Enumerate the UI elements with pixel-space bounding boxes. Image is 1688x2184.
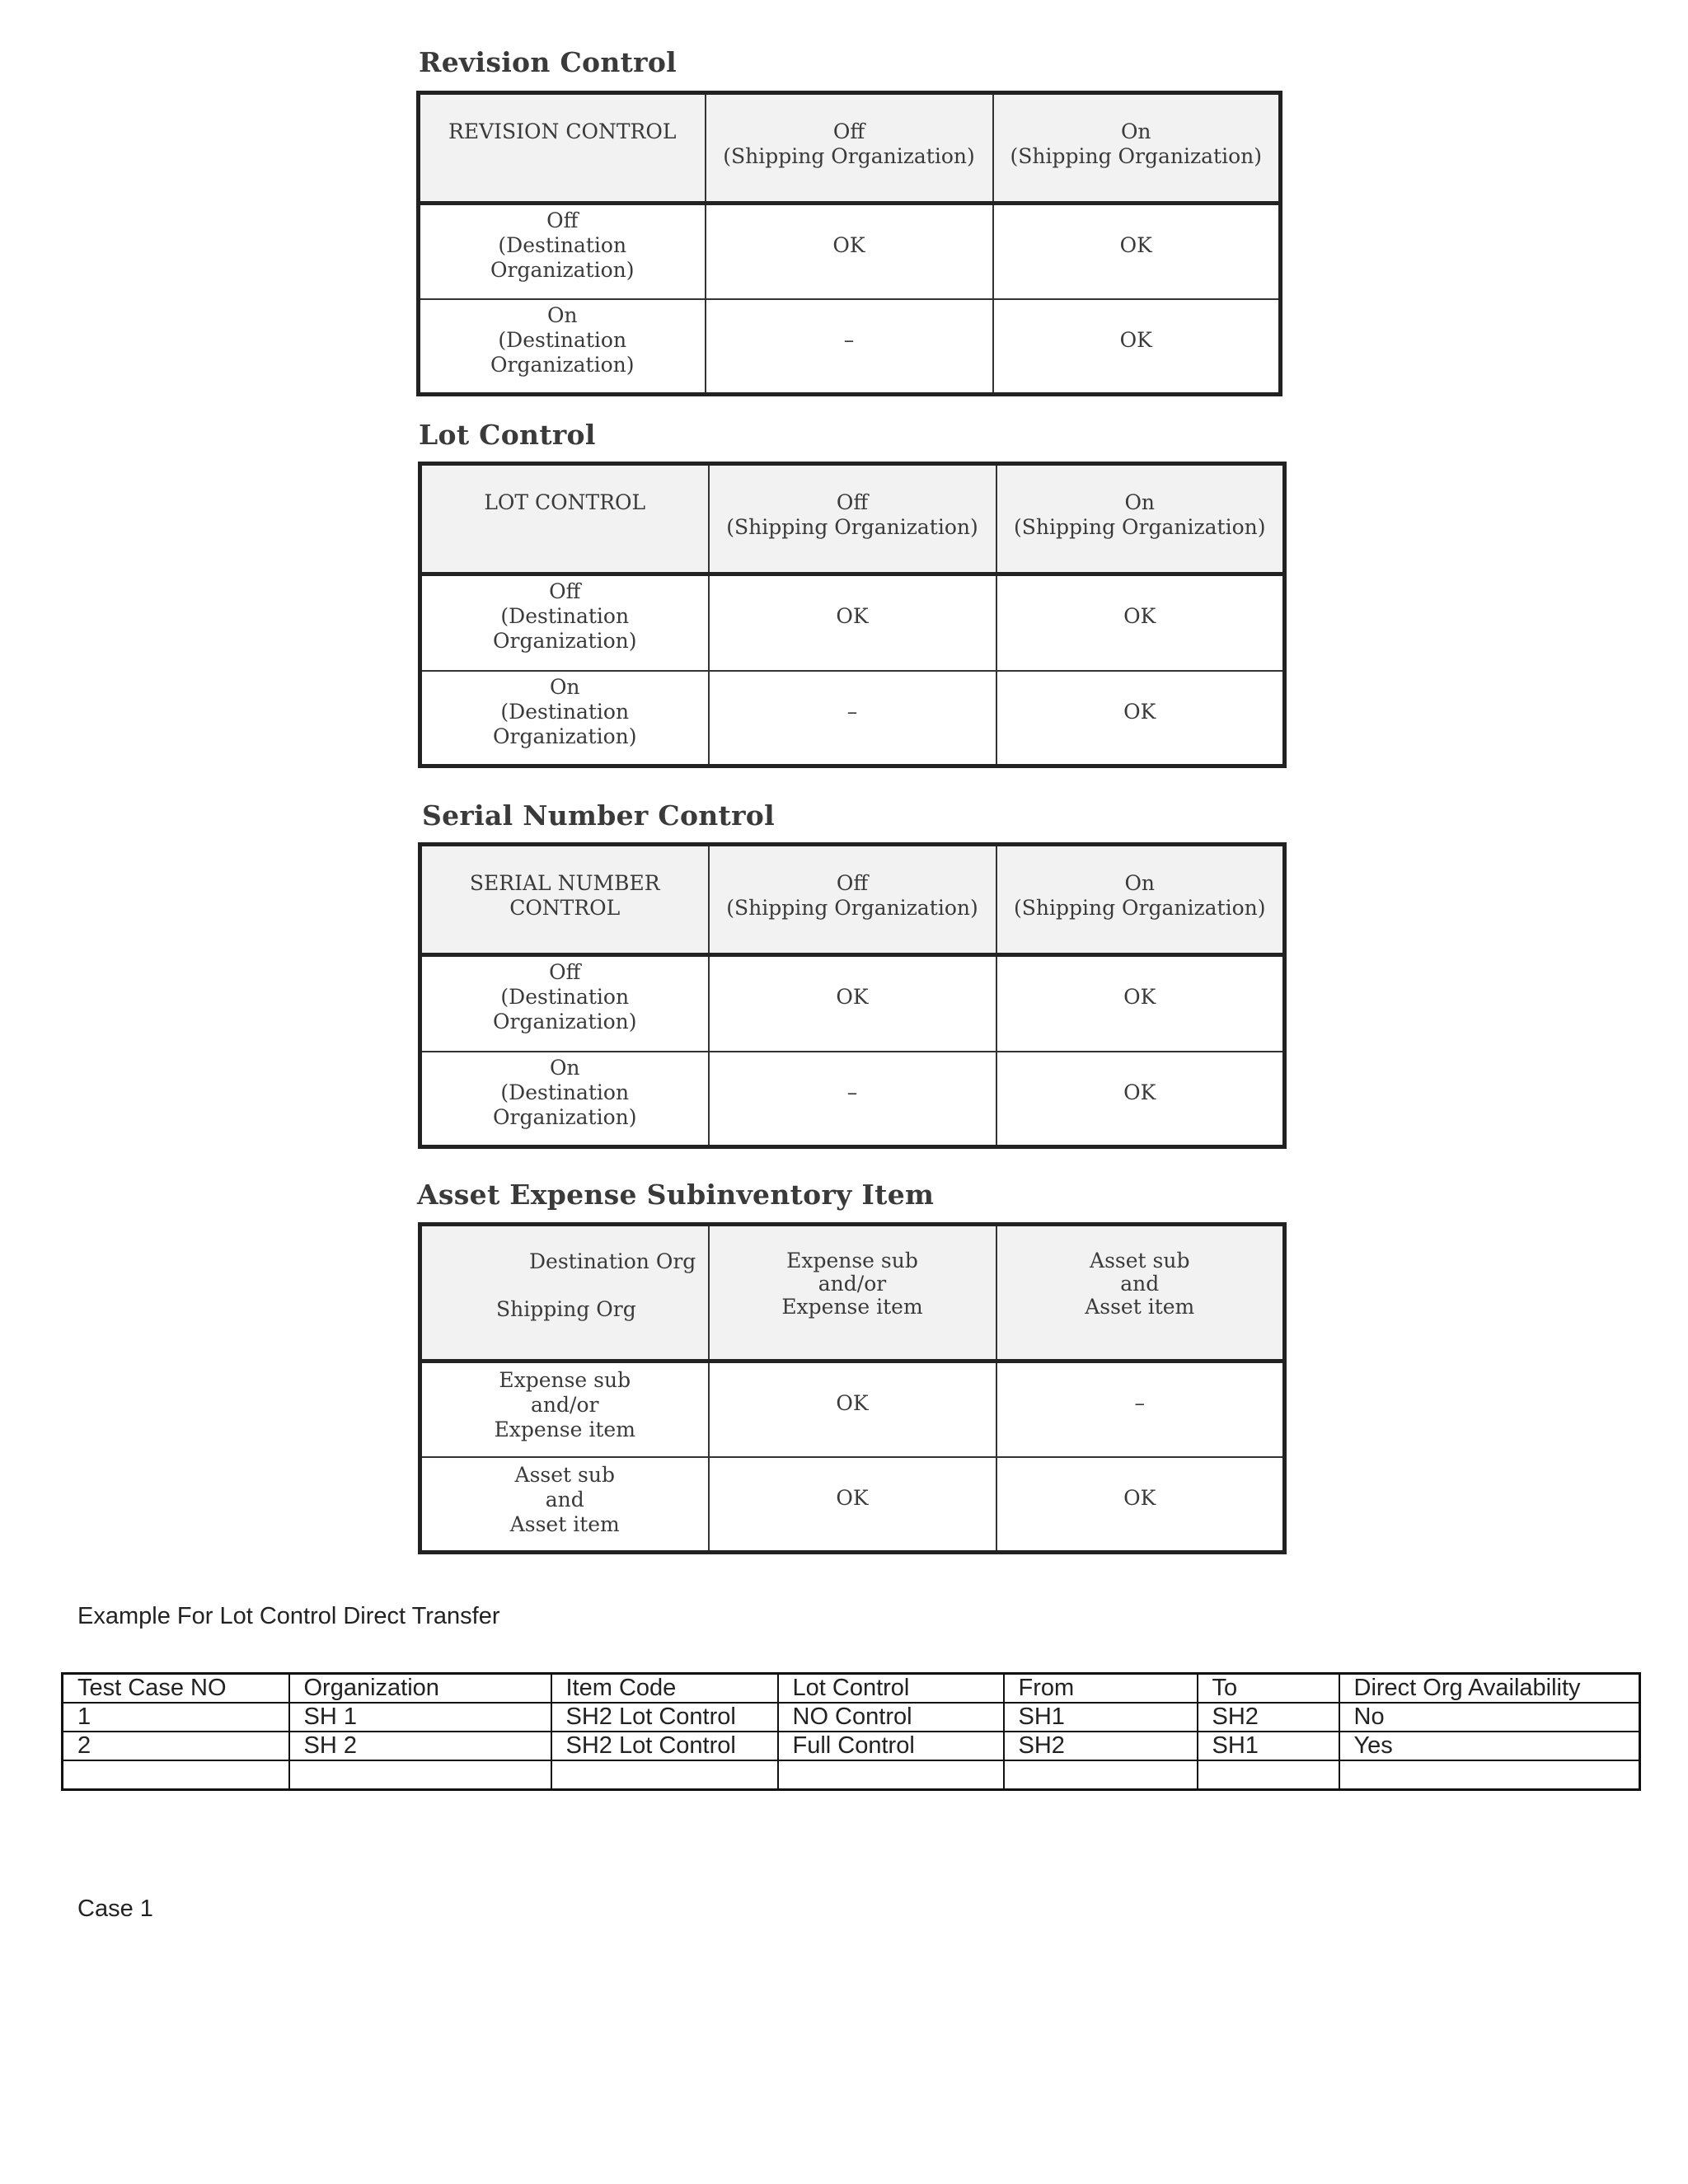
lot-row-off: Off (Destination Organization) (420, 574, 709, 671)
asset-cell: – (996, 1361, 1285, 1457)
table-cell: Yes (1339, 1732, 1640, 1760)
table-cell: 2 (63, 1732, 289, 1760)
table-cell (63, 1760, 289, 1790)
lot-corner-label: LOT CONTROL (420, 464, 709, 574)
table-cell: 1 (63, 1703, 289, 1732)
example-header-cell: Item Code (551, 1674, 778, 1704)
table-cell: SH2 Lot Control (551, 1703, 778, 1732)
serial-control-title: Serial Number Control (422, 799, 775, 832)
serial-cell: – (709, 1052, 996, 1147)
table-cell (1198, 1760, 1339, 1790)
example-table (61, 1672, 1641, 1791)
revision-col-on: On (Shipping Organization) (993, 93, 1281, 204)
example-header-cell: Direct Org Availability (1339, 1674, 1640, 1704)
table-cell: SH 1 (289, 1703, 551, 1732)
example-header-cell: To (1198, 1674, 1339, 1704)
lot-cell: – (709, 671, 996, 766)
revision-cell: – (706, 299, 993, 395)
revision-control-title: Revision Control (419, 46, 677, 78)
table-row (63, 1760, 1640, 1790)
table-cell: SH1 (1198, 1732, 1339, 1760)
asset-row-asset: Asset sub and Asset item (420, 1457, 709, 1553)
revision-control-table (416, 91, 1282, 396)
revision-cell: OK (993, 204, 1281, 299)
lot-control-table (418, 462, 1287, 768)
example-heading: Example For Lot Control Direct Transfer (77, 1603, 500, 1629)
asset-col-expense: Expense sub and/or Expense item (709, 1225, 996, 1361)
lot-cell: OK (996, 671, 1285, 766)
table-row (63, 1732, 1640, 1760)
lot-row-on: On (Destination Organization) (420, 671, 709, 766)
example-header-row (63, 1674, 1640, 1704)
serial-col-on: On (Shipping Organization) (996, 845, 1285, 955)
revision-row-on: On (Destination Organization) (419, 299, 706, 395)
serial-cell: OK (709, 955, 996, 1052)
serial-corner-label: SERIAL NUMBER CONTROL (420, 845, 709, 955)
table-cell: SH 2 (289, 1732, 551, 1760)
asset-cell: OK (709, 1361, 996, 1457)
table-cell: Full Control (778, 1732, 1004, 1760)
table-cell (1339, 1760, 1640, 1790)
table-cell: NO Control (778, 1703, 1004, 1732)
asset-corner-shipping: Shipping Org (496, 1297, 636, 1321)
table-cell: SH2 (1198, 1703, 1339, 1732)
serial-col-off: Off (Shipping Organization) (709, 845, 996, 955)
table-cell: No (1339, 1703, 1640, 1732)
table-row (63, 1703, 1640, 1732)
asset-corner-destination: Destination Org (529, 1249, 696, 1273)
lot-cell: OK (709, 574, 996, 671)
lot-control-title: Lot Control (419, 419, 596, 451)
table-cell (1004, 1760, 1198, 1790)
asset-cell: OK (709, 1457, 996, 1553)
asset-corner-cell (420, 1225, 709, 1361)
lot-cell: OK (996, 574, 1285, 671)
example-header-cell: From (1004, 1674, 1198, 1704)
table-cell (778, 1760, 1004, 1790)
example-header-cell: Organization (289, 1674, 551, 1704)
serial-row-off: Off (Destination Organization) (420, 955, 709, 1052)
serial-cell: OK (996, 1052, 1285, 1147)
table-cell: SH1 (1004, 1703, 1198, 1732)
serial-row-on: On (Destination Organization) (420, 1052, 709, 1147)
asset-col-asset: Asset sub and Asset item (996, 1225, 1285, 1361)
table-cell (551, 1760, 778, 1790)
revision-cell: OK (993, 299, 1281, 395)
case-label: Case 1 (77, 1896, 153, 1922)
lot-col-off: Off (Shipping Organization) (709, 464, 996, 574)
asset-expense-table (418, 1222, 1287, 1554)
serial-cell: OK (996, 955, 1285, 1052)
revision-col-off: Off (Shipping Organization) (706, 93, 993, 204)
revision-corner-label: REVISION CONTROL (419, 93, 706, 204)
lot-col-on: On (Shipping Organization) (996, 464, 1285, 574)
serial-control-table (418, 842, 1287, 1149)
asset-expense-title: Asset Expense Subinventory Item (417, 1179, 935, 1211)
asset-row-expense: Expense sub and/or Expense item (420, 1361, 709, 1457)
asset-cell: OK (996, 1457, 1285, 1553)
example-header-cell: Lot Control (778, 1674, 1004, 1704)
revision-row-off: Off (Destination Organization) (419, 204, 706, 299)
revision-cell: OK (706, 204, 993, 299)
table-cell: SH2 Lot Control (551, 1732, 778, 1760)
table-cell (289, 1760, 551, 1790)
table-cell: SH2 (1004, 1732, 1198, 1760)
example-header-cell: Test Case NO (63, 1674, 289, 1704)
